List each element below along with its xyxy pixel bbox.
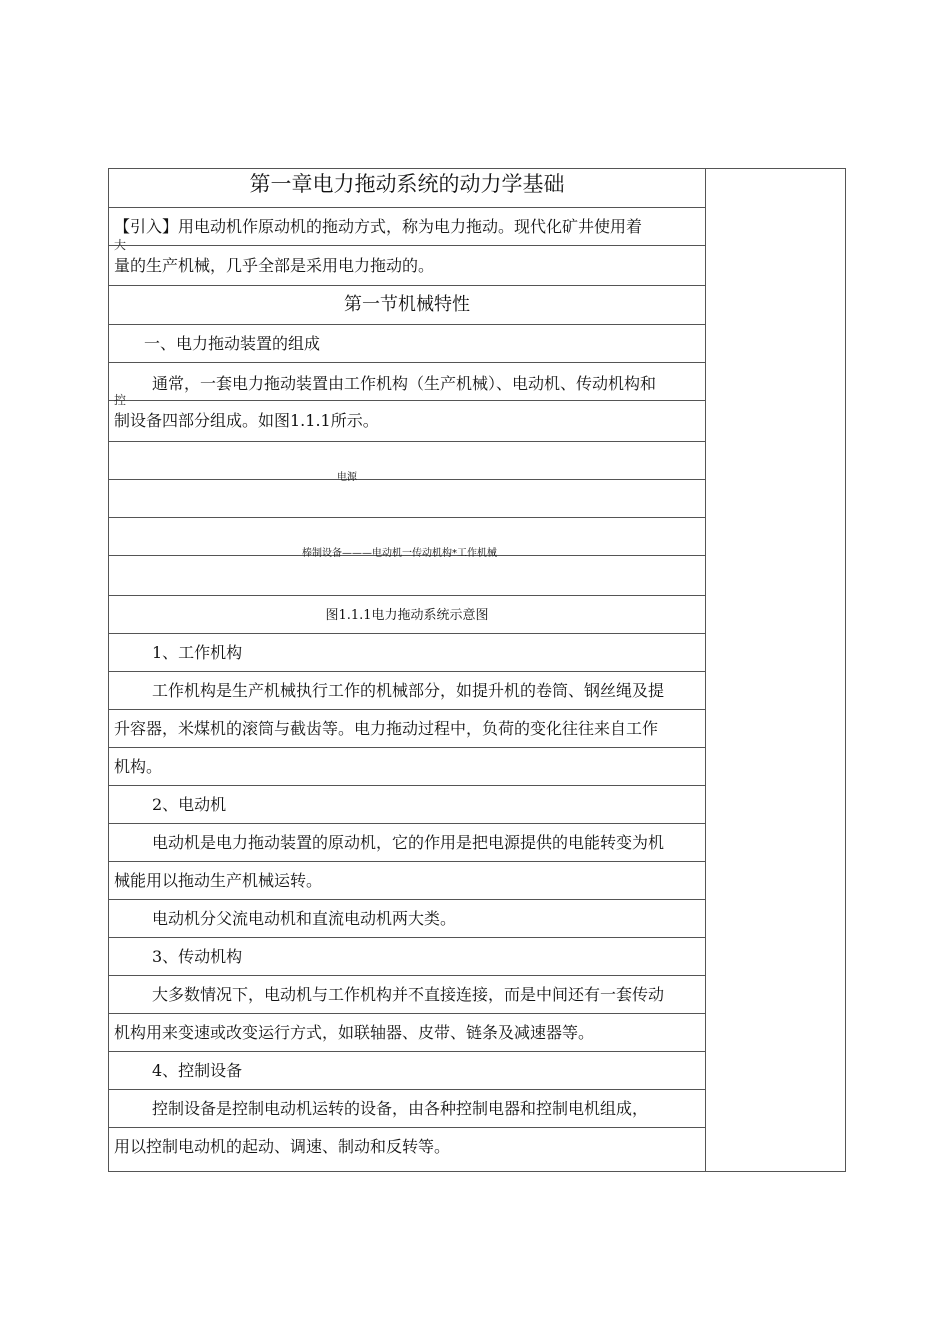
intro-line-2: 量的生产机械，几乎全部是采用电力拖动的。	[114, 256, 435, 275]
part2-row-3	[108, 900, 706, 938]
part2-row-1	[108, 824, 706, 862]
part1-line-3: 机构。	[114, 757, 163, 776]
subsection-title-row	[108, 325, 706, 363]
intro-line-1-overflow: 大	[114, 238, 127, 252]
section-title-row	[108, 286, 706, 325]
part2-heading-row	[108, 786, 706, 824]
content-table	[108, 168, 706, 1165]
part3-line-2: 机构用来变速或改变运行方式，如联轴器、皮带、链条及减速器等。	[114, 1023, 595, 1042]
part4-heading: 4、控制设备	[152, 1061, 243, 1080]
intro-row-2	[108, 246, 706, 286]
part4-line-2: 用以控制电动机的起动、调速、制动和反转等。	[114, 1137, 451, 1156]
figure-caption: 图1.1.1电力拖动系统示意图	[325, 608, 489, 623]
part4-row-1	[108, 1090, 706, 1128]
part2-row-2	[108, 862, 706, 900]
part1-heading: 1、工作机构	[152, 643, 243, 662]
part3-line-1: 大多数情况下，电动机与工作机构并不直接连接，而是中间还有一套传动	[152, 985, 665, 1004]
part3-row-2	[108, 1014, 706, 1052]
part4-heading-row	[108, 1052, 706, 1090]
general-line-2: 制设备四部分组成。如图1.1.1所示。	[114, 411, 379, 430]
system-chain-label: 棒制设备———电动机一传动机构*工作机械	[302, 548, 497, 559]
chapter-title: 第一章电力拖动系统的动力学基础	[249, 172, 565, 196]
part4-line-1: 控制设备是控制电动机运转的设备，由各种控制电器和控制电机组成，	[152, 1099, 649, 1118]
part3-heading: 3、传动机构	[152, 947, 243, 966]
part1-row-1	[108, 672, 706, 710]
intro-line-1: 【引入】用电动机作原动机的拖动方式，称为电力拖动。现代化矿井使用着	[114, 217, 643, 236]
chapter-title-row	[108, 168, 706, 208]
part1-row-2	[108, 710, 706, 748]
section-title: 第一节机械特性	[344, 294, 470, 315]
part1-line-1: 工作机构是生产机械执行工作的机械部分，如提升机的卷筒、钢丝绳及提	[152, 681, 665, 700]
figure-row-1	[108, 442, 706, 480]
figure-caption-row	[108, 596, 706, 634]
part2-line-3: 电动机分父流电动机和直流电动机两大类。	[152, 909, 457, 928]
part2-heading: 2、电动机	[152, 795, 227, 814]
general-line-1-overflow: 控	[114, 393, 127, 407]
general-row-2	[108, 401, 706, 442]
general-row-1	[108, 363, 706, 407]
power-label: 电源	[337, 472, 357, 483]
part3-heading-row	[108, 938, 706, 976]
part2-line-2: 械能用以拖动生产机械运转。	[114, 871, 323, 890]
part1-row-3	[108, 748, 706, 786]
part2-line-1: 电动机是电力拖动装置的原动机，它的作用是把电源提供的电能转变为机	[152, 833, 665, 852]
subsection-title: 一、电力拖动装置的组成	[144, 334, 321, 353]
figure-row-4	[108, 548, 706, 596]
general-line-1: 通常，一套电力拖动装置由工作机构（生产机械）、电动机、传动机构和	[152, 374, 657, 393]
intro-row-1	[108, 208, 706, 252]
figure-row-2	[108, 472, 706, 518]
part4-row-2	[108, 1128, 706, 1165]
part3-row-1	[108, 976, 706, 1014]
part1-line-2: 升容器，米煤机的滚筒与截齿等。电力拖动过程中，负荷的变化往往来自工作	[114, 719, 659, 738]
part1-heading-row	[108, 634, 706, 672]
